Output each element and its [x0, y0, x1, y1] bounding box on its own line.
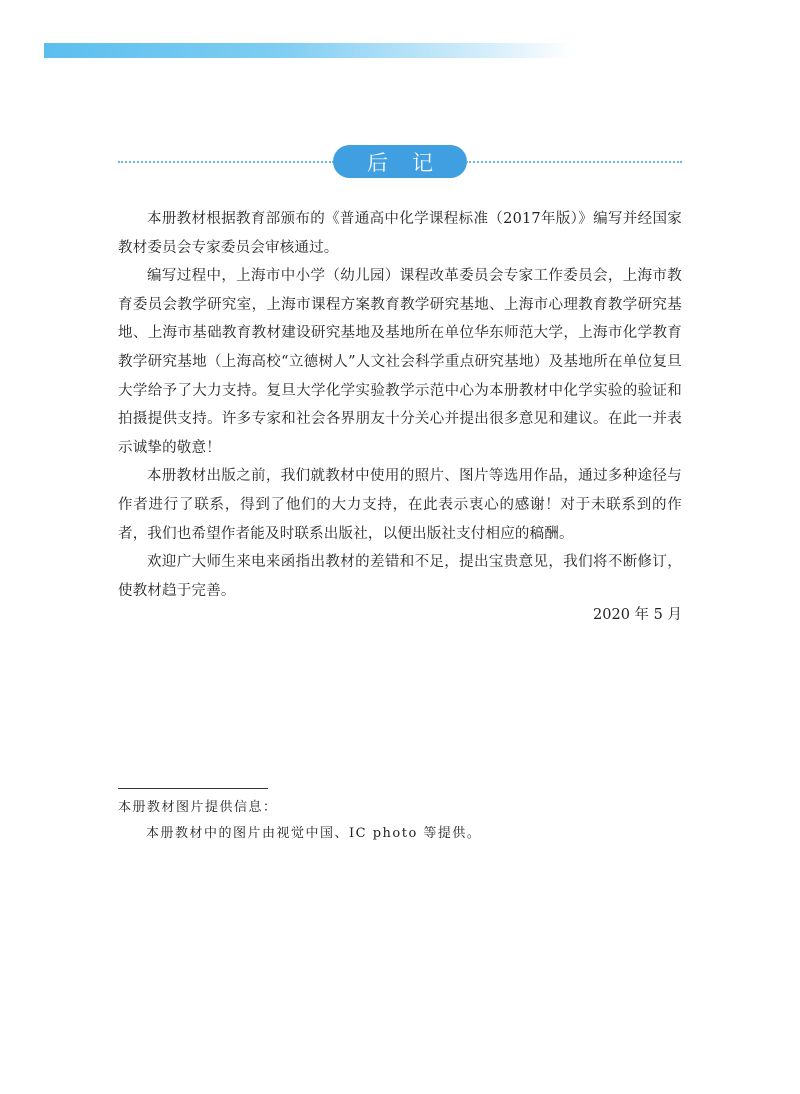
- date: 2020 年 5 月: [593, 607, 682, 623]
- paragraph-4: 欢迎广大师生来电来函指出教材的差错和不足，提出宝贵意见，我们将不断修订，使教材趋于完善。: [118, 554, 682, 599]
- footnote-divider: [118, 788, 268, 789]
- paragraph-2: 编写过程中，上海市中小学（幼儿园）课程改革委员会专家工作委员会，上海市教育委员会教学研究室，上海市课程方案教育教学研究基地、上海市心理教育教学研究基地、上海市基础教育教材建设研究基地及基地所在单位华东师范大学，上海市化学教育教学研究基地（上海高校“立德树人”人文社会科学重点研究基地）及基地所在单位复旦大学给予了大力支持。复旦大学化学实验教学示范中心为本册教材中化学实验的验证和拍摄提供支持。许多专家和社会各界朋友十分关心并提出很多意见和建议。在此一并表示诚挚的敬意！: [118, 268, 682, 456]
- section-title-row: [118, 144, 682, 180]
- footnote-text: 本册教材中的图片由视觉中国、IC photo 等提供。: [146, 826, 482, 841]
- title-pill: [333, 145, 467, 178]
- paragraph-1: 本册教材根据教育部颁布的《普通高中化学课程标准（2017年版）》编写并经国家教材委员会专家委员会审核通过。: [118, 211, 682, 256]
- title-dotted-line-right: [466, 161, 682, 163]
- footnote-title: 本册教材图片提供信息：: [118, 800, 278, 815]
- body-text: [118, 205, 682, 605]
- title-dotted-line-left: [118, 161, 334, 163]
- header-decor-bar: [44, 43, 574, 58]
- page-title: 后记: [367, 150, 457, 175]
- paragraph-3: 本册教材出版之前，我们就教材中使用的照片、图片等选用作品，通过多种途径与作者进行了联系，得到了他们的大力支持，在此表示衷心的感谢！对于未联系到的作者，我们也希望作者能及时联系出版社，以便出版社支付相应的稿酬。: [118, 468, 682, 542]
